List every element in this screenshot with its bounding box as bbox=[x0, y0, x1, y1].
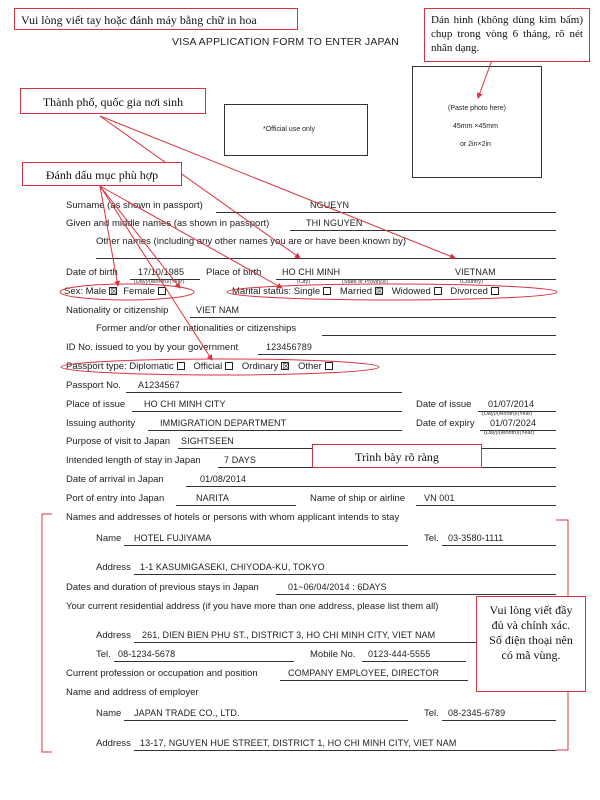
employer-address-label: Address bbox=[96, 738, 131, 749]
place-issue-label: Place of issue bbox=[66, 399, 126, 410]
place-issue-value[interactable]: HO CHI MINH CITY bbox=[144, 399, 226, 409]
pob-country-hint: (Country) bbox=[460, 279, 483, 285]
passport-type-label: Passport type: bbox=[66, 361, 127, 372]
left-bracket bbox=[42, 514, 52, 752]
surname-value[interactable]: NGUEYN bbox=[310, 200, 350, 210]
date-issue-label: Date of issue bbox=[416, 399, 472, 410]
authority-value[interactable]: IMMIGRATION DEPARTMENT bbox=[160, 418, 287, 428]
other-names-label: Other names (including any other names you are or have been known by) bbox=[96, 236, 406, 247]
check-arrow-3 bbox=[100, 186, 282, 288]
dob-value[interactable]: 17/10/1985 bbox=[138, 267, 185, 277]
birthplace-arrow bbox=[100, 116, 300, 258]
nationality-value[interactable]: VIET NAM bbox=[196, 305, 240, 315]
pt-other-label: Other bbox=[297, 361, 322, 372]
residence-address-label: Address bbox=[96, 630, 131, 641]
photo-arrow bbox=[478, 60, 492, 98]
stay-label: Intended length of stay in Japan bbox=[66, 455, 201, 466]
date-expiry-value[interactable]: 01/07/2024 bbox=[490, 418, 537, 428]
employer-tel-label: Tel. bbox=[424, 708, 439, 719]
note-clear: Trình bày rõ ràng bbox=[312, 444, 482, 468]
note-birthplace: Thành phố, quốc gia nơi sinh bbox=[20, 88, 206, 114]
sex-female-label: Female bbox=[123, 286, 155, 297]
sex-male-checkbox[interactable]: ☒ bbox=[110, 287, 118, 297]
birthplace-arrow-2 bbox=[100, 116, 455, 258]
sex-ellipse bbox=[60, 284, 194, 300]
pt-official-label: Official bbox=[193, 361, 223, 372]
stay-value[interactable]: 7 DAYS bbox=[224, 455, 256, 465]
marital-married-label: Married bbox=[339, 286, 373, 297]
port-value[interactable]: NARITA bbox=[196, 493, 229, 503]
marital-widowed-label: Widowed bbox=[391, 286, 431, 297]
pob-city[interactable]: HO CHI MINH bbox=[282, 267, 341, 277]
passport-no-value[interactable]: A1234567 bbox=[138, 380, 180, 390]
arrival-label: Date of arrival in Japan bbox=[66, 474, 164, 485]
dob-label: Date of birth bbox=[66, 267, 118, 278]
hotels-label: Names and addresses of hotels or persons with whom applicant intends to stay bbox=[66, 512, 400, 523]
profession-label: Current profession or occupation and position bbox=[66, 668, 258, 679]
note-phone: Vui lòng viết đầy đủ và chính xác. Số điện thoại nên có mã vùng. bbox=[476, 596, 586, 692]
marital-ellipse bbox=[227, 284, 557, 300]
form-title: VISA APPLICATION FORM TO ENTER JAPAN bbox=[172, 36, 399, 48]
official-use-text: *Official use only bbox=[263, 126, 316, 133]
port-label: Port of entry into Japan bbox=[66, 493, 165, 504]
check-arrow-4 bbox=[100, 186, 212, 360]
employer-name-label: Name bbox=[96, 708, 122, 719]
date-issue-hint: (Day)/(Month)/(Year) bbox=[482, 411, 533, 417]
given-names-label: Given and middle names (as shown in passport) bbox=[66, 218, 270, 229]
hotel-address-label: Address bbox=[96, 562, 131, 573]
dob-hint: (Day)/(Month)/(Year) bbox=[134, 279, 185, 285]
purpose-label: Purpose of visit to Japan bbox=[66, 436, 171, 447]
pob-state-hint: (State or Province) bbox=[342, 279, 388, 285]
residence-tel-label: Tel. bbox=[96, 649, 111, 660]
ship-value[interactable]: VN 001 bbox=[424, 493, 455, 503]
mobile-value[interactable]: 0123-444-5555 bbox=[368, 649, 431, 659]
prev-stays-value[interactable]: 01~06/04/2014 : 6DAYS bbox=[288, 582, 387, 592]
sex-male-label: Male bbox=[85, 286, 107, 297]
marital-divorced-label: Divorced bbox=[450, 286, 488, 297]
passport-no-label: Passport No. bbox=[66, 380, 121, 391]
pob-label: Place of birth bbox=[206, 267, 262, 278]
hotel-tel-value[interactable]: 03-3580-1111 bbox=[448, 533, 504, 543]
purpose-value[interactable]: SIGHTSEEN bbox=[181, 436, 234, 446]
former-nationality-label: Former and/or other nationalities or citizenships bbox=[96, 323, 297, 334]
photo-line-1: (Paste photo here) bbox=[448, 105, 506, 112]
mobile-label: Mobile No. bbox=[310, 649, 356, 660]
marital-label: Marital status: bbox=[232, 286, 292, 297]
hotel-address-value[interactable]: 1-1 KASUMIGASEKI, CHIYODA-KU, TOKYO bbox=[140, 562, 325, 572]
hotel-name-label: Name bbox=[96, 533, 122, 544]
hotel-name-value[interactable]: HOTEL FUJIYAMA bbox=[134, 533, 212, 543]
prev-stays-label: Dates and duration of previous stays in Japan bbox=[66, 582, 259, 593]
employer-label: Name and address of employer bbox=[66, 687, 199, 698]
note-photo: Dán hình (không dùng kim bấm) chụp trong vòng 6 tháng, rõ nét nhân dạng. bbox=[424, 8, 590, 62]
date-issue-value[interactable]: 01/07/2014 bbox=[488, 399, 535, 409]
given-names-value[interactable]: THI NGUYEN bbox=[306, 218, 363, 228]
authority-label: Issuing authority bbox=[66, 418, 136, 429]
residence-tel-value[interactable]: 08-1234-5678 bbox=[118, 649, 176, 659]
profession-value[interactable]: COMPANY EMPLOYEE, DIRECTOR bbox=[288, 668, 440, 678]
check-arrow-2 bbox=[100, 186, 180, 288]
pob-country[interactable]: VIETNAM bbox=[455, 267, 496, 277]
hotel-tel-label: Tel. bbox=[424, 533, 439, 544]
employer-name-value[interactable]: JAPAN TRADE CO., LTD. bbox=[134, 708, 240, 718]
check-arrow-1 bbox=[100, 186, 118, 286]
residence-address-value[interactable]: 261, DIEN BIEN PHU ST., DISTRICT 3, HO CHI MINH CITY, VIET NAM bbox=[142, 630, 436, 640]
residence-label: Your current residential address (if you have more than one address, please list them all) bbox=[66, 601, 439, 612]
employer-tel-value[interactable]: 08-2345-6789 bbox=[448, 708, 506, 718]
sex-label: Sex: bbox=[64, 286, 84, 297]
pt-diplomatic-label: Diplomatic bbox=[129, 361, 174, 372]
pt-ordinary-checkbox[interactable]: ☒ bbox=[282, 362, 290, 372]
marital-married-checkbox[interactable]: ☒ bbox=[376, 287, 384, 297]
marital-single-label: Single bbox=[293, 286, 321, 297]
employer-address-value[interactable]: 13-17, NGUYEN HUE STREET, DISTRICT 1, HO CHI MINH CITY, VIET NAM bbox=[140, 738, 457, 748]
id-no-label: ID No. issued to you by your government bbox=[66, 342, 239, 353]
date-expiry-label: Date of expiry bbox=[416, 418, 475, 429]
passport-type-ellipse bbox=[61, 359, 379, 375]
surname-label: Surname (as shown in passport) bbox=[66, 200, 203, 211]
photo-line-3: or 2in×2in bbox=[460, 141, 491, 148]
id-no-value[interactable]: 123456789 bbox=[266, 342, 312, 352]
pob-city-hint: (City) bbox=[297, 279, 311, 285]
nationality-label: Nationality or citizenship bbox=[66, 305, 169, 316]
date-expiry-hint: (Day)/(Month)/(Year) bbox=[484, 430, 535, 436]
ship-label: Name of ship or airline bbox=[310, 493, 406, 504]
note-check: Đánh dấu mục phù hợp bbox=[22, 162, 182, 186]
photo-line-2: 45mm ×45mm bbox=[453, 123, 498, 130]
note-handwrite: Vui lòng viết tay hoặc đánh máy bằng chữ in hoa bbox=[14, 8, 298, 30]
pt-ordinary-label: Ordinary bbox=[241, 361, 279, 372]
arrival-value[interactable]: 01/08/2014 bbox=[200, 474, 247, 484]
